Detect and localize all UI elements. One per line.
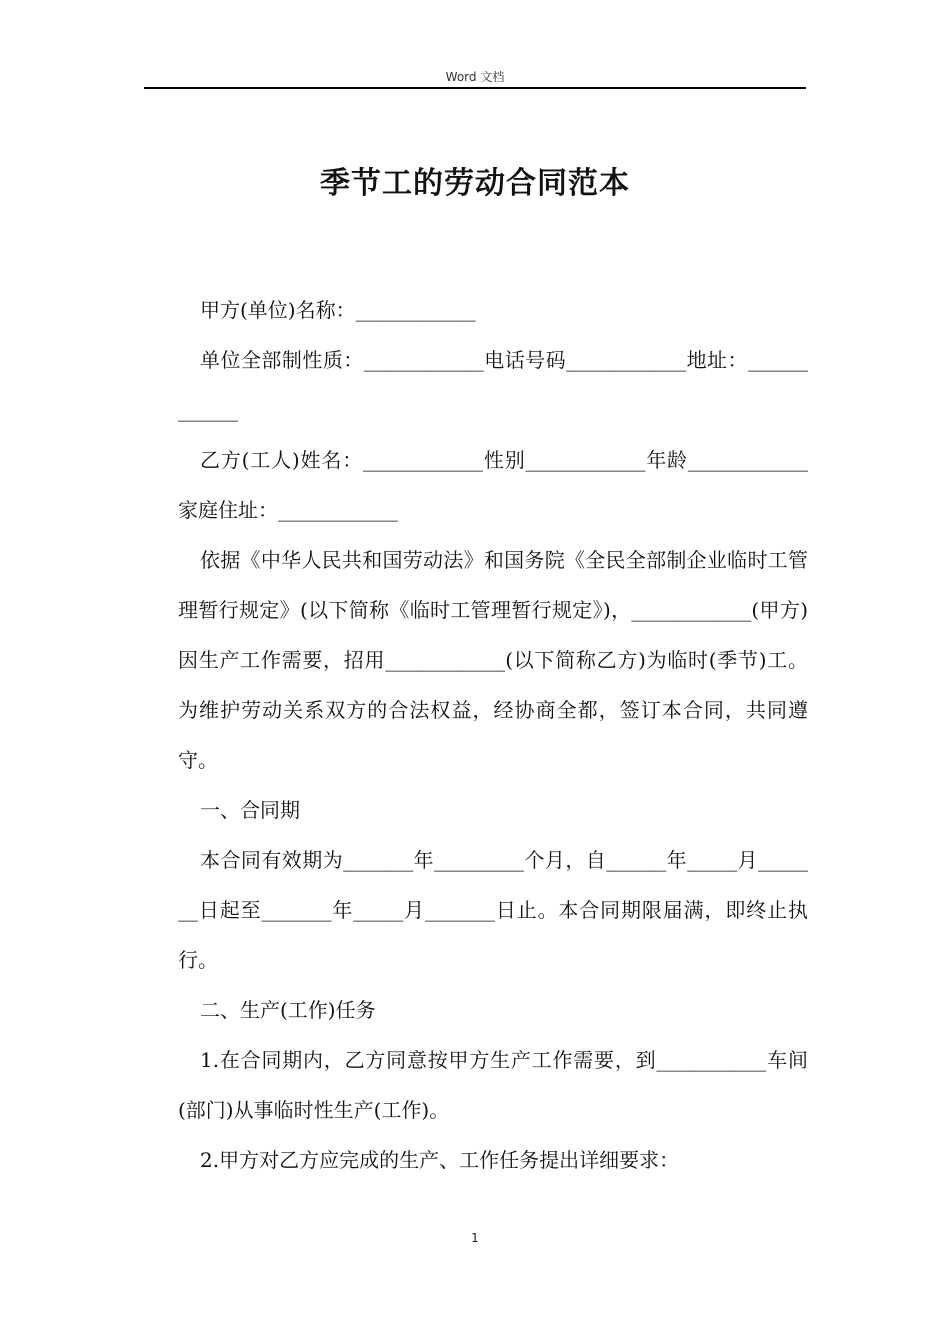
- party-a-name-line: 甲方(单位)名称：____________: [200, 298, 476, 322]
- party-b-details-line: 乙方(工人)姓名：____________性别____________年龄____________家庭住址：____________: [178, 448, 808, 522]
- section-heading-work-tasks: 二、生产(工作)任务: [200, 998, 376, 1022]
- page-number: 1: [471, 1231, 479, 1245]
- party-a-details-line: 单位全部制性质：____________电话号码____________地址：____________: [178, 348, 808, 422]
- preamble-paragraph: 依据《中华人民共和国劳动法》和国务院《全民全部制企业临时工管理暂行规定》(以下简称《临时工管理暂行规定》)，____________(甲方)因生产工作需要，招用____________(以下简称乙方)为临时(季节)工。为维护劳动关系双方的合法权益，经协商全都，签订本合同，共同遵守。: [178, 548, 808, 772]
- work-task-clause-1: 1.在合同期内，乙方同意按甲方生产工作需要，到___________车间(部门)从事临时性生产(工作)。: [178, 1048, 808, 1122]
- page-header-label: Word 文档: [445, 70, 505, 84]
- contract-term-paragraph: 本合同有效期为_______年_________个月，自______年_____月_______日起至_______年_____月_______日止。本合同期限届满，即终止执行。: [178, 848, 808, 972]
- document-body: [178, 285, 808, 1185]
- header-divider: [144, 87, 806, 89]
- work-task-clause-2: 2.甲方对乙方应完成的生产、工作任务提出详细要求：: [200, 1148, 680, 1172]
- section-heading-contract-term: 一、合同期: [200, 798, 300, 822]
- document-title: 季节工的劳动合同范本: [320, 166, 630, 201]
